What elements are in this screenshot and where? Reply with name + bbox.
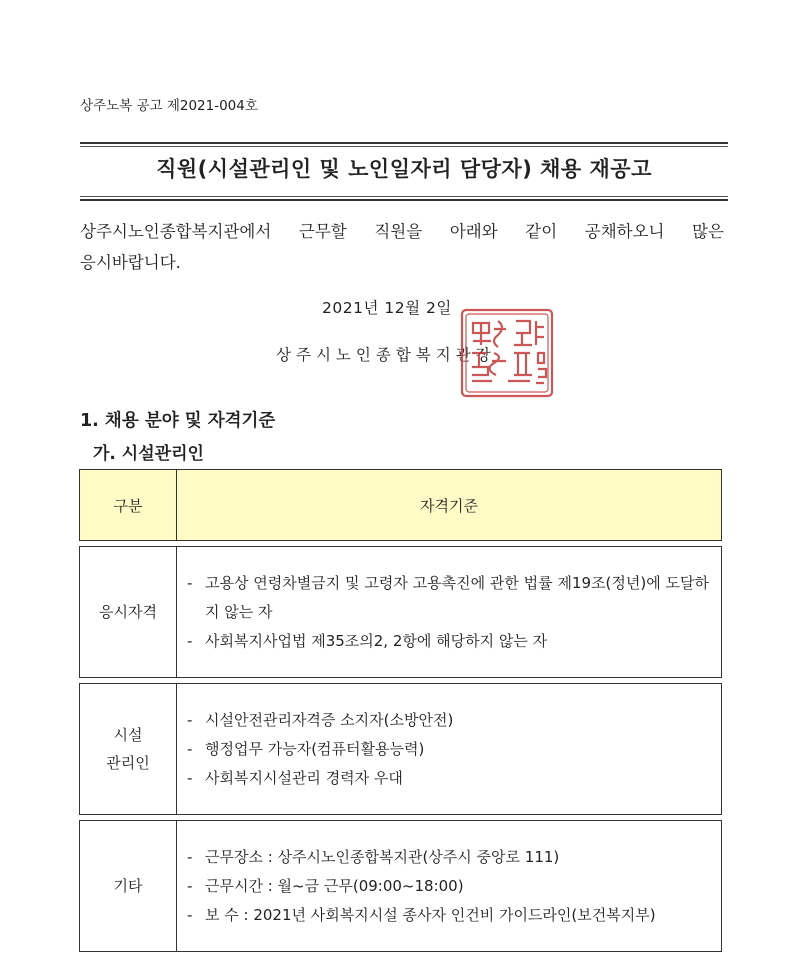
- row-content: [177, 821, 722, 952]
- list-item: - 사회복지시설관리 경력자 우대: [187, 768, 403, 787]
- list-item: - 사회복지사업법 제35조의2, 2항에 해당하지 않는 자: [187, 631, 548, 650]
- intro-line-1: 상주시노인종합복지관에서 근무할 직원을 아래와 같이 공채하오니 많은: [80, 222, 724, 241]
- title-rule-top-thin: [80, 146, 728, 147]
- list-item: - 고용상 연령차별금지 및 고령자 고용촉진에 관한 법률 제19조(정년)에 도달하지 않는 자: [187, 573, 709, 621]
- table-row: [80, 821, 722, 952]
- row-label: 응시자격: [80, 547, 177, 678]
- page-title: 직원(시설관리인 및 노인일자리 담당자) 채용 재공고: [156, 157, 652, 181]
- table-header-row: [80, 470, 722, 541]
- section-heading: 1. 채용 분야 및 자격기준: [80, 411, 276, 431]
- row-label: 시설 관리인: [80, 684, 177, 815]
- list-item: - 시설안전관리자격증 소지자(소방안전): [187, 710, 454, 729]
- table-header-criteria: 자격기준: [177, 470, 722, 541]
- row-content: [177, 547, 722, 678]
- table-header-category: 구분: [80, 470, 177, 541]
- qualification-table: [79, 469, 722, 952]
- title-rule-bottom-thin: [80, 196, 728, 197]
- row-label: 기타: [80, 821, 177, 952]
- table-row: [80, 547, 722, 678]
- list-item: - 보 수 : 2021년 사회복지시설 종사자 인건비 가이드라인(보건복지부): [187, 905, 656, 924]
- title-rule-bottom: [80, 199, 728, 201]
- section-subheading: 가. 시설관리인: [93, 444, 204, 464]
- intro-line-2: 응시바랍니다.: [80, 253, 181, 272]
- organization-name: 상주시노인종합복지관장: [276, 346, 496, 364]
- list-item: - 근무장소 : 상주시노인종합복지관(상주시 중앙로 111): [187, 847, 560, 866]
- notice-date: 2021년 12월 2일: [322, 299, 452, 317]
- title-rule-top: [80, 142, 728, 144]
- table-row: [80, 684, 722, 815]
- notice-number: 상주노복 공고 제2021-004호: [80, 98, 258, 114]
- row-content: [177, 684, 722, 815]
- list-item: - 행정업무 가능자(컴퓨터활용능력): [187, 739, 425, 758]
- official-seal-icon: [458, 307, 556, 399]
- list-item: - 근무시간 : 월~금 근무(09:00~18:00): [187, 876, 464, 895]
